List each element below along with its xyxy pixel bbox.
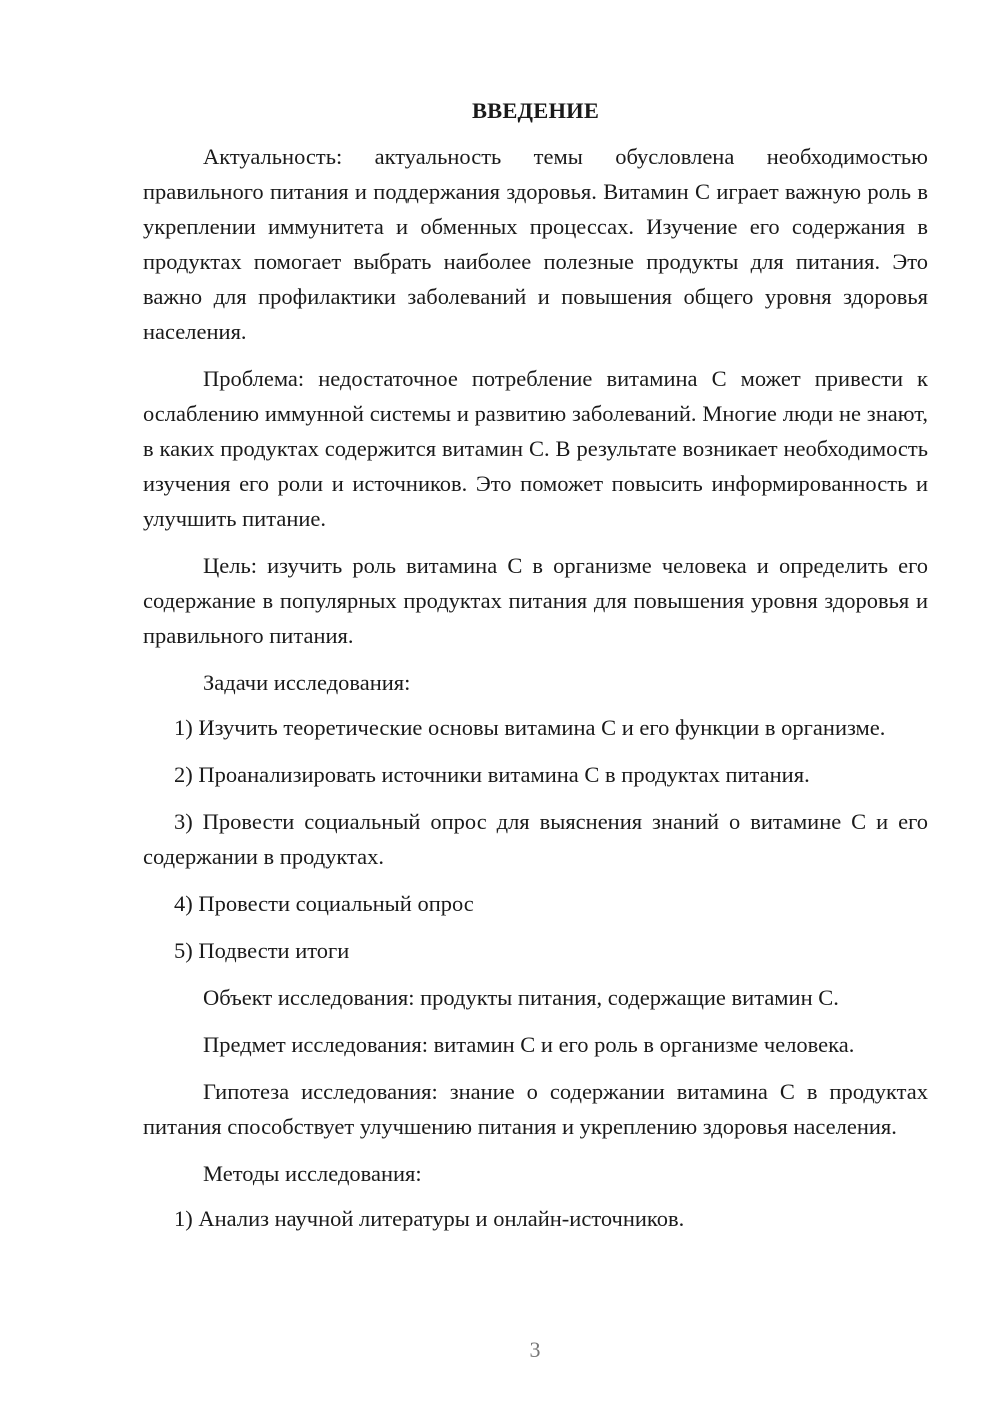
tasks-heading: Задачи исследования: xyxy=(203,670,411,695)
task-item: 4) Провести социальный опрос xyxy=(174,891,474,916)
task-item: 5) Подвести итоги xyxy=(174,938,350,963)
subject-paragraph: Предмет исследования: витамин С и его роль в организме человека. xyxy=(203,1032,855,1057)
hypothesis-paragraph: Гипотеза исследования: знание о содержании витамина С в продуктах питания способствует улучшению питания и укреплению здоровья населения. xyxy=(143,1079,928,1139)
task-item: 2) Проанализировать источники витамина С в продуктах питания. xyxy=(174,762,810,787)
goal-paragraph: Цель: изучить роль витамина С в организме человека и определить его содержание в популярных продуктах питания для повышения уровня здоровья и правильного питания. xyxy=(143,553,928,648)
document-page xyxy=(143,96,928,1248)
page-number: 3 xyxy=(529,1337,541,1362)
relevance-paragraph: Актуальность: актуальность темы обусловлена необходимостью правильного питания и поддержания здоровья. Витамин С играет важную роль в укреплении иммунитета и обменных процессах. Изучение его содержания в продуктах помогает выбрать наиболее полезные продукты для питания. Это важно для профилактики заболеваний и повышения общего уровня здоровья населения. xyxy=(143,144,928,344)
object-paragraph: Объект исследования: продукты питания, содержащие витамин С. xyxy=(203,985,839,1010)
methods-heading: Методы исследования: xyxy=(203,1161,422,1186)
task-item: 3) Провести социальный опрос для выяснения знаний о витамине С и его содержании в продуктах. xyxy=(143,809,928,869)
page-title: ВВЕДЕНИЕ xyxy=(471,98,600,123)
method-item: 1) Анализ научной литературы и онлайн-источников. xyxy=(174,1206,685,1231)
task-item: 1) Изучить теоретические основы витамина С и его функции в организме. xyxy=(174,715,886,740)
problem-paragraph: Проблема: недостаточное потребление витамина С может привести к ослаблению иммунной системы и развитию заболеваний. Многие люди не знают, в каких продуктах содержится витамин С. В результате возникает необходимость изучения его роли и источников. Это поможет повысить информированность и улучшить питание. xyxy=(143,366,928,531)
